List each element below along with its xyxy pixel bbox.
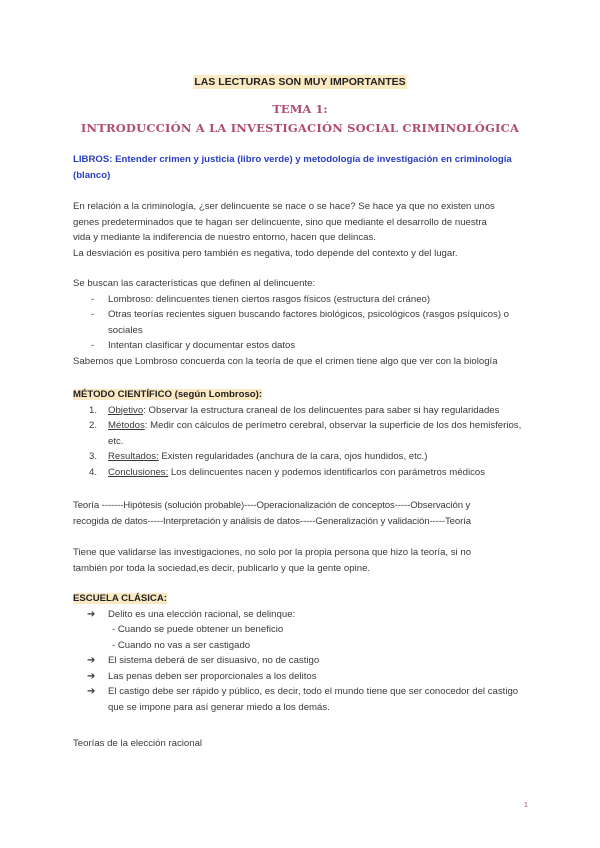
list-item: 1. Objetivo: Observar la estructura craneal de los delincuentes para saber si hay regularidades	[89, 404, 500, 416]
list-item: - Otras teorías recientes siguen buscando factores biológicos, psicológicos (rasgos psíquicos) o sociales	[91, 309, 510, 336]
list-item: 2. Métodos: Medir con cálculos de perímetro cerebral, observar la superficie de los dos hemisferios, etc.	[89, 420, 522, 447]
intro-line: La desviación es positiva pero también es negativa, todo depende del contexto y del lugar.	[73, 247, 458, 259]
sub-item: - Cuando no vas a ser castigado	[112, 639, 251, 651]
characteristics-intro: Se buscan las características que definen al delincuente:	[73, 278, 316, 289]
classical-school-heading: ESCUELA CLÁSICA:	[73, 593, 167, 604]
topic-number: TEMA 1:	[272, 102, 328, 116]
list-item: 4. Conclusiones: Los delincuentes nacen y podemos identificarlos con parámetros médicos	[89, 466, 486, 478]
list-item: ➔ Delito es una elección racional, se delinque:	[73, 607, 533, 623]
characteristics-section	[73, 276, 533, 369]
dash-bullet: -	[91, 293, 95, 305]
main-title-text: LAS LECTURAS SON MUY IMPORTANTES	[194, 76, 406, 88]
arrow-icon: ➔	[87, 670, 96, 682]
rational-choice-theories: Teorías de la elección racional	[73, 738, 203, 749]
topic-title: INTRODUCCIÓN A LA INVESTIGACIÓN SOCIAL CRIMINOLÓGICA	[80, 121, 520, 135]
page-number: 1	[524, 802, 528, 809]
arrow-icon: ➔	[87, 655, 96, 666]
list-item: - Lombroso: delincuentes tienen ciertos rasgos físicos (estructura del cráneo)	[73, 292, 533, 308]
arrow-icon: ➔	[87, 686, 96, 697]
validation-paragraph: Tiene que validarse las investigaciones, no solo por la propia persona que hizo la teoría, si no también por toda la sociedad,es decir, publicarlo y que la gente opine.	[73, 547, 472, 574]
intro-line: genes predeterminados que te hagan ser delincuente, sino que mediante el desarrollo de nuestra	[73, 216, 487, 228]
list-item: ➔ El sistema deberá de ser disuasivo, no de castigo	[73, 653, 533, 669]
list-item: - Intentan clasificar y documentar estos datos	[73, 338, 533, 354]
intro-line: vida y mediante la indiferencia de nuestro entorno, hacen que delincas.	[73, 232, 376, 243]
list-item: 3. Resultados: Existen regularidades (anchura de la cara, ojos hundidos, etc.)	[89, 451, 428, 462]
books-note: LIBROS: Entender crimen y justicia (libro verde) y metodología de investigación en criminología (blanco)	[73, 154, 512, 181]
lombroso-note: Sabemos que Lombroso concuerda con la teoría de que el crimen tiene algo que ver con la biología	[73, 355, 498, 367]
theory-process: Teoría -------Hipótesis (solución probable)----Operacionalización de conceptos-----Observación y recogida de datos-----Interpretación y análisis de datos-----Generalización y validación-----Teoría	[73, 500, 472, 527]
dash-bullet: -	[91, 309, 95, 320]
classical-school-section	[73, 591, 533, 715]
main-title	[0, 72, 600, 90]
method-heading: MÉTODO CIENTÍFICO (según Lombroso):	[73, 389, 263, 400]
list-item: ➔ El castigo debe ser rápido y público, es decir, todo el mundo tiene que ser conocedor del castigo que se impone para así generar miedo a los demás.	[87, 686, 519, 713]
list-item: ➔ Las penas deben ser proporcionales a los delitos	[73, 669, 533, 685]
arrow-icon: ➔	[87, 608, 96, 620]
dash-bullet: -	[91, 340, 95, 351]
intro-line: En relación a la criminología, ¿ser delincuente se nace o se hace? Se hace ya que no existen unos	[73, 201, 495, 212]
intro-paragraph	[73, 199, 533, 261]
method-section	[73, 387, 533, 480]
sub-item: - Cuando se puede obtener un beneficio	[112, 624, 284, 635]
